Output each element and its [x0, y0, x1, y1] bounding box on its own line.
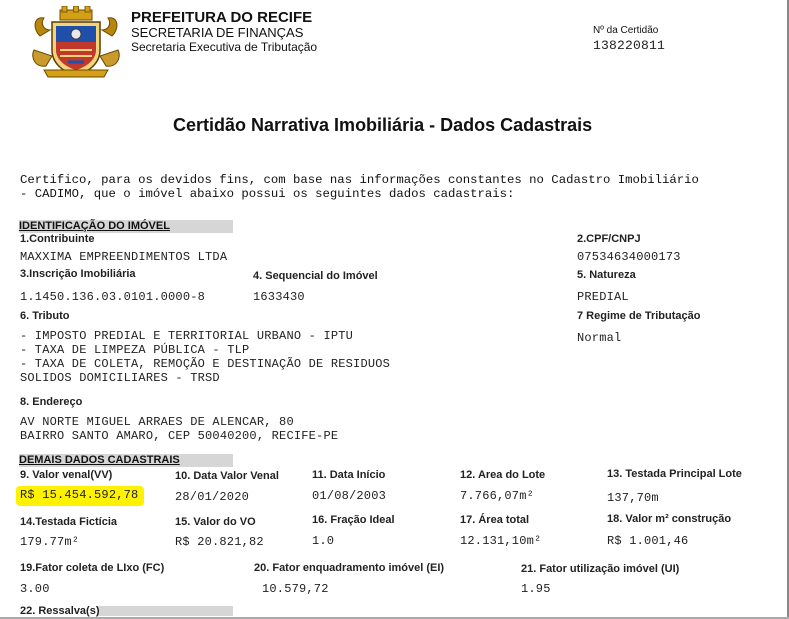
fracao-ideal-label: 16. Fração Ideal [312, 514, 395, 526]
intro-line-1: Certifico, para os devidos fins, com base nas informações constantes no Cadastro Imobiliário [20, 173, 699, 187]
header-title: PREFEITURA DO RECIFE [131, 9, 313, 26]
ressalvas-label: 22. Ressalva(s) [20, 605, 100, 617]
natureza-value: PREDIAL [577, 290, 629, 304]
intro-line-2: - CADIMO, que o imóvel abaixo possui os seguintes dados cadastrais: [20, 187, 515, 201]
ressalvas-bar [98, 606, 233, 616]
fracao-ideal-value: 1.0 [312, 534, 335, 548]
header-subtitle: SECRETARIA DE FINANÇAS [131, 25, 304, 40]
data-inicio-label: 11. Data Início [312, 469, 386, 481]
cpf-cnpj-label: 2.CPF/CNPJ [577, 233, 641, 245]
testada-principal-value: 137,70m [607, 491, 659, 505]
area-lote-label: 12. Area do Lote [460, 469, 546, 481]
natureza-label: 5. Natureza [577, 269, 636, 281]
tributo-line: - TAXA DE COLETA, REMOÇÃO E DESTINAÇÃO DE RESIDUOS [20, 357, 391, 371]
valor-venal-label: 9. Valor venal(VV) [20, 469, 113, 481]
fator-utilizacao-value: 1.95 [521, 582, 551, 596]
regime-label: 7 Regime de Tributação [577, 310, 701, 322]
endereco-label: 8. Endereço [20, 396, 83, 408]
section-demais-dados: DEMAIS DADOS CADASTRAIS [19, 454, 233, 467]
valor-vo-value: R$ 20.821,82 [175, 535, 264, 549]
area-total-value: 12.131,10m² [460, 534, 542, 548]
data-valor-venal-value: 28/01/2020 [175, 490, 250, 504]
fator-enquadramento-value: 10.579,72 [262, 582, 329, 596]
valor-m2-label: 18. Valor m² construção [607, 513, 732, 525]
section-identificacao: IDENTIFICAÇÃO DO IMÓVEL [19, 220, 233, 233]
certificate-number: 138220811 [593, 38, 666, 53]
regime-value: Normal [577, 331, 622, 345]
contribuinte-label: 1.Contribuinte [20, 233, 95, 245]
cpf-cnpj-value: 07534634000173 [577, 250, 681, 264]
tributo-line: - IMPOSTO PREDIAL E TERRITORIAL URBANO - IPTU [20, 329, 354, 343]
fator-utilizacao-label: 21. Fator utilização imóvel (UI) [521, 563, 680, 575]
tributo-label: 6. Tributo [20, 310, 70, 322]
sequencial-value: 1633430 [253, 290, 305, 304]
fator-coleta-label: 19.Fator coleta de LIxo (FC) [20, 562, 165, 574]
testada-ficticia-value: 179.77m² [20, 535, 80, 549]
tributo-line: - TAXA DE LIMPEZA PÚBLICA - TLP [20, 343, 250, 357]
fator-enquadramento-label: 20. Fator enquadramento imóvel (EI) [254, 562, 445, 574]
data-inicio-value: 01/08/2003 [312, 489, 387, 503]
valor-m2-value: R$ 1.001,46 [607, 534, 689, 548]
valor-vo-label: 15. Valor do VO [175, 516, 256, 528]
tributo-line: SOLIDOS DOMICILIARES - TRSD [20, 371, 220, 385]
testada-principal-label: 13. Testada Principal Lote [607, 468, 742, 480]
endereco-line: AV NORTE MIGUEL ARRAES DE ALENCAR, 80 [20, 415, 294, 429]
area-total-label: 17. Área total [460, 514, 530, 526]
valor-venal-value: R$ 15.454.592,78 [16, 486, 144, 506]
fator-coleta-value: 3.00 [20, 582, 50, 596]
header-department: Secretaria Executiva de Tributação [131, 40, 318, 54]
testada-ficticia-label: 14.Testada Fictícia [20, 516, 118, 528]
endereco-line: BAIRRO SANTO AMARO, CEP 50040200, RECIFE-PE [20, 429, 339, 443]
inscricao-value: 1.1450.136.03.0101.0000-8 [20, 290, 206, 304]
contribuinte-value: MAXXIMA EMPREENDIMENTOS LTDA [20, 250, 228, 264]
inscricao-label: 3.Inscrição Imobiliária [20, 268, 136, 280]
data-valor-venal-label: 10. Data Valor Venal [175, 470, 279, 482]
coat-of-arms-logo [30, 6, 122, 78]
area-lote-value: 7.766,07m² [460, 489, 535, 503]
document-title: Certidão Narrativa Imobiliária - Dados Cadastrais [173, 115, 593, 135]
certificate-number-label: Nº da Certidão [593, 25, 659, 36]
sequencial-label: 4. Sequencial do Imóvel [253, 270, 378, 282]
